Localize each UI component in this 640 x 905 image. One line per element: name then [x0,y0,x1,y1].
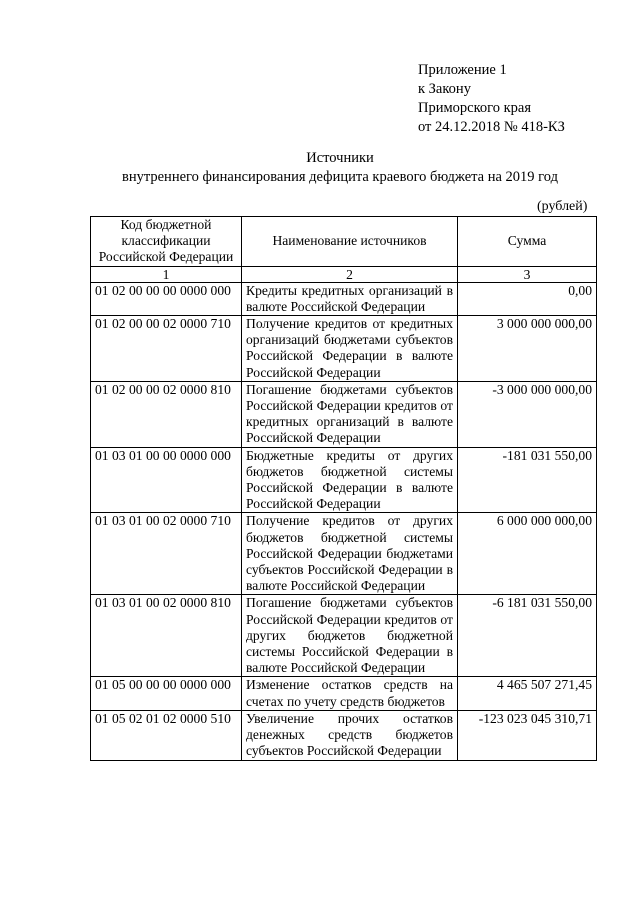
row-code: 01 02 00 00 02 0000 810 [91,381,242,447]
appendix-line-2: к Закону [418,81,471,97]
row-amount: -181 031 550,00 [458,447,597,513]
header-amount: Сумма [458,217,597,267]
row-code: 01 05 00 00 00 0000 000 [91,677,242,710]
row-code: 01 02 00 00 00 0000 000 [91,282,242,315]
unit-label: (рублей) [537,199,588,214]
row-code: 01 03 01 00 02 0000 810 [91,595,242,677]
appendix-line-1: Приложение 1 [418,62,507,78]
row-name: Получение кредитов от кредитных организаций бюджетами субъектов Российской Федерации в валюте Российской Федерации [242,316,458,382]
row-name: Увеличение прочих остатков денежных средств бюджетов субъектов Российской Федерации [242,710,458,760]
document-title: Источники [306,150,374,166]
row-amount: -3 000 000 000,00 [458,381,597,447]
table-row [91,513,597,595]
document-subtitle: внутреннего финансирования дефицита краевого бюджета на 2019 год [122,169,558,185]
row-code: 01 03 01 00 02 0000 710 [91,513,242,595]
sources-table [90,216,597,761]
table-row [91,316,597,382]
header-code: Код бюджетной классификации Российской Федерации [91,217,242,267]
row-code: 01 02 00 00 02 0000 710 [91,316,242,382]
row-name: Получение кредитов от других бюджетов бюджетной системы Российской Федерации бюджетами субъектов Российской Федерации в валюте Российской Федерации [242,513,458,595]
row-amount: -123 023 045 310,71 [458,710,597,760]
table-row [91,282,597,315]
column-number: 1 [91,266,242,282]
header-name: Наименование источников [242,217,458,267]
table-row [91,595,597,677]
row-name: Изменение остатков средств на счетах по учету средств бюджетов [242,677,458,710]
table-header-row [91,217,597,267]
row-name: Кредиты кредитных организаций в валюте Российской Федерации [242,282,458,315]
table-row [91,447,597,513]
row-code: 01 05 02 01 02 0000 510 [91,710,242,760]
row-name: Бюджетные кредиты от других бюджетов бюджетной системы Российской Федерации в валюте Российской Федерации [242,447,458,513]
row-amount: 3 000 000 000,00 [458,316,597,382]
row-name: Погашение бюджетами субъектов Российской Федерации кредитов от других бюджетов бюджетной системы Российской Федерации в валюте Российской Федерации [242,595,458,677]
table-row [91,677,597,710]
column-number: 2 [242,266,458,282]
column-number: 3 [458,266,597,282]
table-row [91,381,597,447]
appendix-line-3: Приморского края [418,100,532,116]
table-row [91,710,597,760]
row-amount: 0,00 [458,282,597,315]
row-amount: -6 181 031 550,00 [458,595,597,677]
row-amount: 4 465 507 271,45 [458,677,597,710]
appendix-line-4: от 24.12.2018 № 418-КЗ [418,119,565,135]
appendix-block [418,61,565,137]
row-name: Погашение бюджетами субъектов Российской Федерации кредитов от кредитных организаций в валюте Российской Федерации [242,381,458,447]
column-number-row [91,266,597,282]
row-amount: 6 000 000 000,00 [458,513,597,595]
row-code: 01 03 01 00 00 0000 000 [91,447,242,513]
